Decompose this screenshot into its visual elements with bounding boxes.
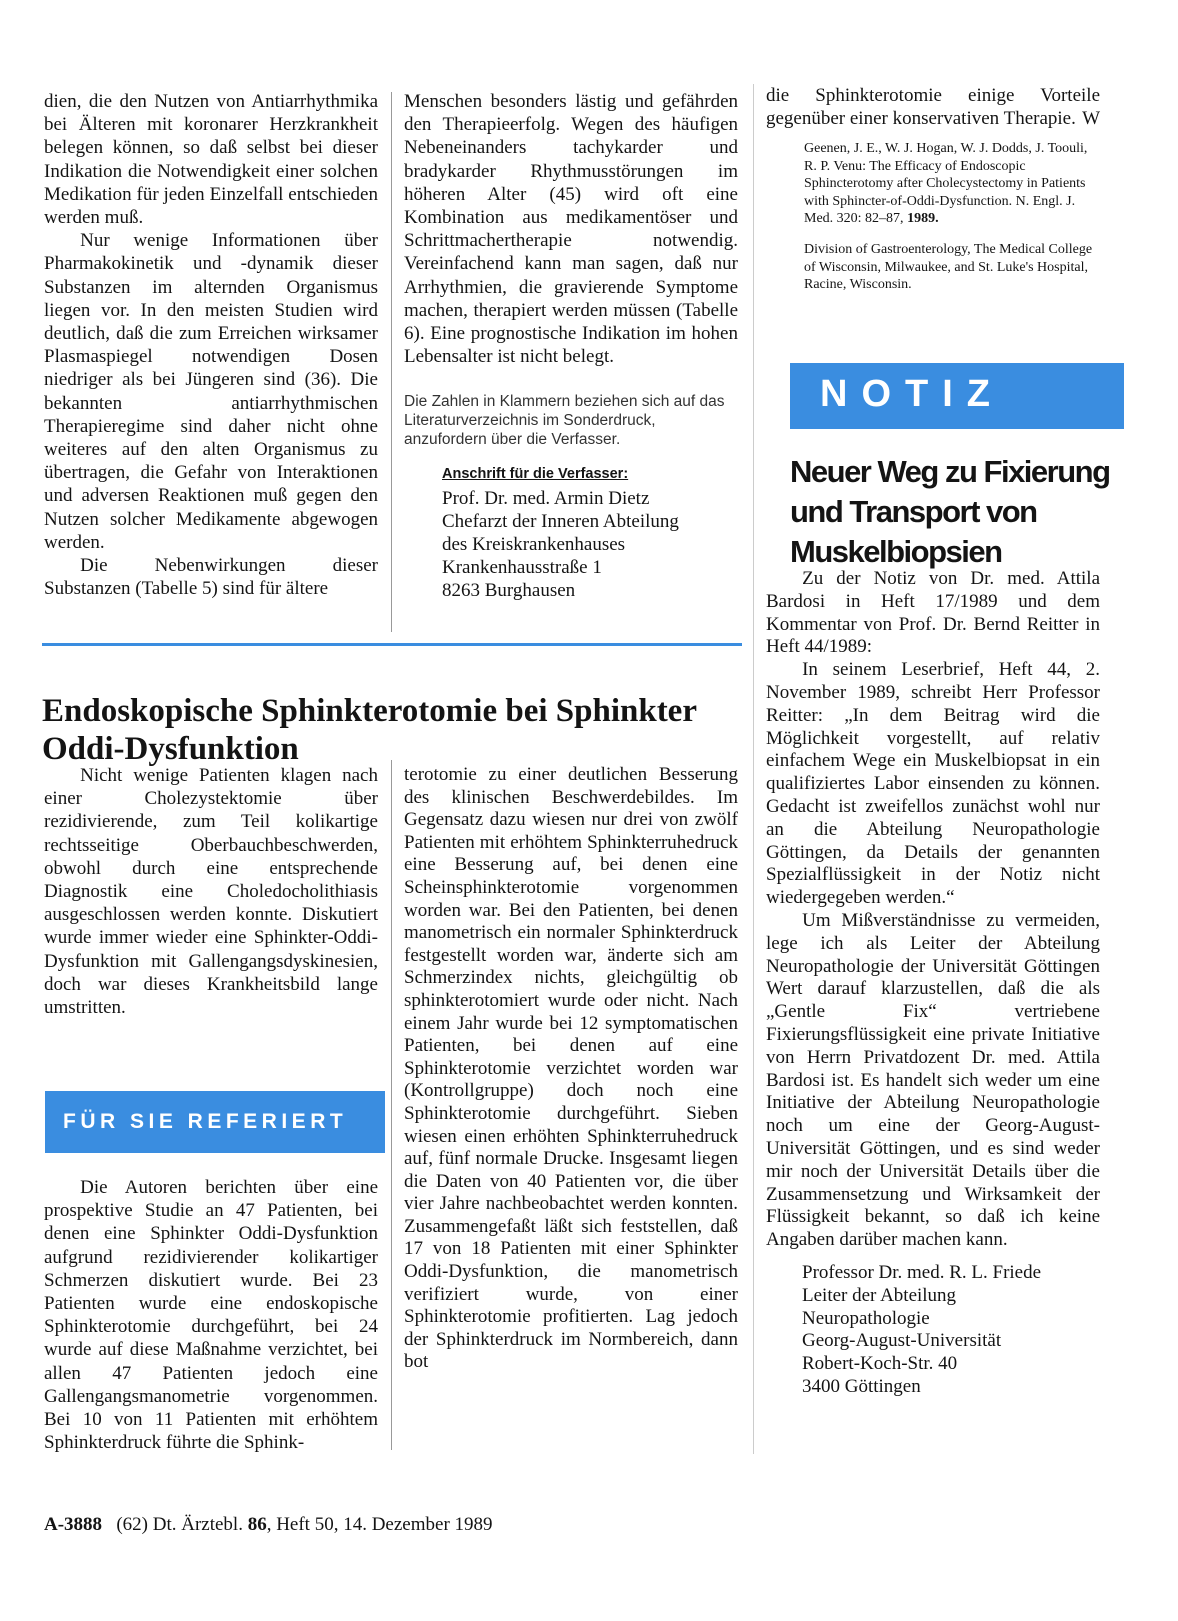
journal-citation: (62) Dt. Ärztebl. bbox=[116, 1514, 243, 1535]
paragraph: Die Autoren berichten über eine prospektive Studie an 47 Patienten, bei denen eine Sphinkter Oddi-Dysfunktion aufgrund rezidivierender kolikartiger Schmerzen diskutiert wurde. Bei 23 Patienten wurde eine endoskopische Sphinkterotomie durchgeführt, bei 24 wurde auf diese Maßnahme verzichtet, bei allen 47 Patienten jedoch eine Gallengangsmanometrie vorgenommen. Bei 10 von 11 Patienten mit erhöhtem Sphinkterdruck führte die Sphink- bbox=[44, 1177, 378, 1454]
notiz-banner-label: NOTIZ bbox=[820, 373, 1004, 415]
notiz-title: Neuer Weg zu Fixierung und Transport von Muskelbiopsien bbox=[790, 454, 1110, 569]
section-rule bbox=[42, 643, 742, 646]
fuer-sie-referiert-banner bbox=[45, 1091, 385, 1153]
paragraph: terotomie zu einer deutlichen Besserung des klinischen Beschwerdebildes. Im Gegensatz dazu wiesen nur drei von zwölf Patienten mit erhöhtem Sphinkterruhedruck eine Besserung auf, bei denen eine Scheinsphinkterotomie vorgenommen worden war. Bei den Patienten, bei denen manometrisch ein normaler Sphinkterdruck festgestellt worden war, änderte sich am Schmerzindex nichts, gleichgültig ob sphinkterotomiert wurde oder nicht. Nach einem Jahr wurde bei 12 symptomatischen Patienten, bei denen auf eine Sphinkterotomie verzichtet worden war (Kontrollgruppe) doch noch eine Sphinkterotomie durchgeführt. Sieben wiesen einen erhöhten Sphinkterruhedruck auf, fünf normale Drucke. Insgesamt liegen die Daten von 40 Patienten vor, die über vier Jahre nachbeobachtet werden konnten. Zusammengefaßt läßt sich feststellen, daß 17 von 18 Patienten mit einer Sphinkter Oddi-Dysfunktion, die manometrisch verifiziert wurde, von einer Sphinkterotomie profitierten. Lag jedoch der Sphinkterdruck im Normbereich, dann bot bbox=[404, 764, 738, 1373]
article2-col2 bbox=[404, 764, 738, 1374]
address-line: des Kreiskrankenhauses bbox=[442, 533, 626, 555]
signature-line: 3400 Göttingen bbox=[802, 1375, 921, 1397]
paragraph: Menschen besonders lästig und gefährden den Therapieerfolg. Wegen des häufigen Nebeneinanders tachykarder und bradykarder Rhythmusstörungen im höheren Alter (45) wird oft eine Kombination aus medikamentöser und Schrittmachertherapie notwendig. Vereinfachend kann man sagen, daß nur Arrhythmien, die gravierende Symptome machen, therapiert werden müssen (Tabelle 6). Eine prognostische Indikation im hohen Lebensalter ist nicht belegt. bbox=[404, 91, 738, 368]
column-divider bbox=[753, 84, 754, 1454]
paragraph bbox=[766, 84, 1100, 130]
address-line: 8263 Burghausen bbox=[442, 579, 576, 601]
affiliation: Division of Gastroenterology, The Medical College of Wisconsin, Milwaukee, and St. Luke's Hospital, Racine, Wisconsin. bbox=[804, 242, 1093, 293]
signature-line: Robert-Koch-Str. 40 bbox=[802, 1353, 958, 1375]
signature-line: Georg-August-Universität bbox=[802, 1330, 1002, 1352]
article-title: Endoskopische Sphinkterotomie bei Sphinkter Oddi-Dysfunktion bbox=[42, 693, 697, 767]
banner-label: FÜR SIE REFERIERT bbox=[63, 1110, 348, 1133]
author-initial: W bbox=[1082, 108, 1100, 130]
author-address bbox=[404, 463, 738, 601]
article2-col1 bbox=[44, 764, 378, 1019]
paragraph: In seinem Leserbrief, Heft 44, 2. November 1989, schreibt Herr Professor Reitter: „In dem Beitrag wird die Möglichkeit vorgestellt, auf relativ einfachem Wege ein Muskelbiopsat in ein qualifiziertes Labor einsenden zu können. Gedacht ist zweifellos zunächst wohl nur an die Abteilung Neuropathologie Göttingen, da Details der genannten Spezialflüssigkeit in der Notiz nicht wiedergegeben werden.“ bbox=[766, 659, 1100, 909]
address-heading: Anschrift für die Verfasser: bbox=[442, 466, 629, 483]
address-line: Prof. Dr. med. Armin Dietz bbox=[442, 487, 650, 509]
notiz-body bbox=[766, 568, 1100, 1399]
signature-line: Leiter der Abteilung bbox=[802, 1284, 957, 1306]
paragraph-text: die Sphinkterotomie einige Vorteile gegenüber einer konservativen Therapie. bbox=[766, 85, 1100, 130]
page-footer bbox=[44, 1514, 493, 1536]
top-article-col2 bbox=[404, 90, 738, 602]
paragraph: dien, die den Nutzen von Antiarrhythmika bei Älteren mit koronarer Herzkrankheit belegen können, so daß selbst bei dieser Indikation die Notwendigkeit einer solchen Medikation für jeden Einzelfall entschieden werden muß. bbox=[44, 91, 378, 229]
address-line: Chefarzt der Inneren Abteilung bbox=[442, 510, 679, 532]
paragraph: Nicht wenige Patienten klagen nach einer Cholezystektomie über rezidivierende, zum Teil kolikartige rechtsseitige Oberbauchbeschwerden, obwohl durch eine entsprechende Diagnostik eine Choledocholithiasis ausgeschlossen werden konnte. Diskutiert wurde immer wieder eine Sphinkter-Oddi-Dysfunktion mit Gallengangsdyskinesien, doch war dieses Krankheitsbild lange umstritten. bbox=[44, 765, 378, 1019]
footnote: Die Zahlen in Klammern beziehen sich auf das Literaturverzeichnis im Sonderdruck, anzufordern über die Verfasser. bbox=[404, 393, 725, 449]
column-divider bbox=[391, 760, 392, 1450]
page-code: A-3888 bbox=[44, 1514, 103, 1535]
signature-line: Professor Dr. med. R. L. Friede bbox=[802, 1261, 1042, 1283]
journal-volume: 86 bbox=[247, 1514, 267, 1535]
article2-col1-body bbox=[44, 1176, 378, 1454]
column-divider bbox=[391, 92, 392, 632]
reference-year: 1989. bbox=[907, 211, 939, 227]
signature-line: Neuropathologie bbox=[802, 1307, 930, 1329]
paragraph: Die Nebenwirkungen dieser Substanzen (Tabelle 5) sind für ältere bbox=[44, 555, 378, 600]
top-article-col1 bbox=[44, 90, 378, 600]
notiz-banner bbox=[790, 363, 1124, 429]
paragraph: Zu der Notiz von Dr. med. Attila Bardosi in Heft 17/1989 und dem Kommentar von Prof. Dr. Bernd Reitter in Heft 44/1989: bbox=[766, 568, 1100, 658]
address-line: Krankenhausstraße 1 bbox=[442, 556, 602, 578]
paragraph: Um Mißverständnisse zu vermeiden, lege ich als Leiter der Abteilung Neuropathologie der Universität Göttingen Wert darauf klarzustellen, daß die als „Gentle Fix“ vertriebene Fixierungsflüssigkeit eine private Initiative von Herrn Privatdozent Dr. med. Attila Bardosi ist. Es handelt sich weder um eine Initiative der Abteilung Neuropathologie noch um eine der Georg-August-Universität Göttingen, und es sind weder mir noch der Universität Details über die Zusammensetzung und Wirksamkeit der Flüssigkeit bekannt, so daß ich keine Angaben darüber machen kann. bbox=[766, 909, 1100, 1251]
right-top-col bbox=[766, 84, 1100, 294]
letter-signature bbox=[766, 1262, 1100, 1399]
journal-issue: , Heft 50, 14. Dezember 1989 bbox=[266, 1514, 493, 1535]
reference-text: Geenen, J. E., W. J. Hogan, W. J. Dodds, J. Toouli, R. P. Venu: The Efficacy of Endoscopic Sphincterotomy after Cholecystectomy in Patients with Sphincter-of-Oddi-Dysfunction. N. Engl. J. Med. 320: 82–87, bbox=[804, 141, 1088, 227]
reference bbox=[766, 140, 1100, 227]
paragraph: Nur wenige Informationen über Pharmakokinetik und -dynamik dieser Substanzen im alternden Organismus liegen vor. In den meisten Studien wird deutlich, daß die zum Erreichen wirksamer Plasmaspiegel notwendigen Dosen niedriger als bei Jüngeren sind (36). Die bekannten antiarrhythmischen Therapieregime sind daher nicht ohne weiteres auf den alten Organismus zu übertragen, die Gefahr von Interaktionen und adversen Reaktionen muß gegen den Nutzen solcher Medikamente abgewogen werden. bbox=[44, 230, 378, 553]
